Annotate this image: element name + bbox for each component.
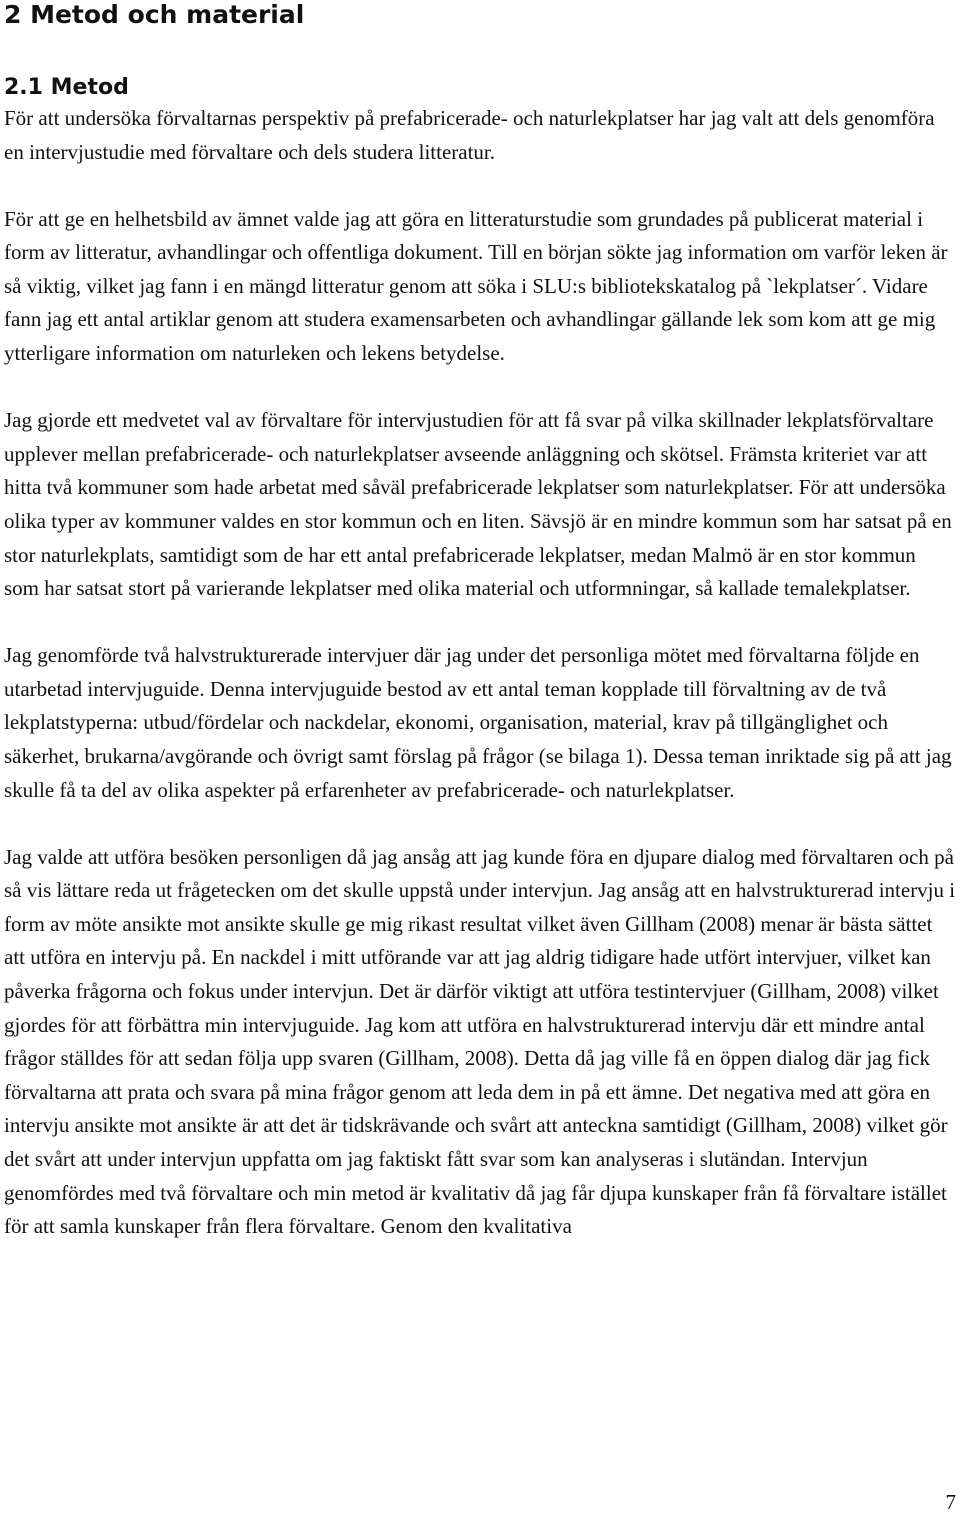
paragraph-2: För att ge en helhetsbild av ämnet valde jag att göra en litteraturstudie som grundades på publicerat material i form av litteratur, avhandlingar och offentliga dokument. Till en början sökte jag information om varför leken är så viktig, vilket jag fann i en mängd litteratur genom att söka i SLU:s bibliotekskatalog på `lekplatser´. Vidare fann jag ett antal artiklar genom att studera examensarbeten och avhandlingar gällande lek som kom att ge mig ytterligare information om naturleken och lekens betydelse.	[4, 206, 948, 366]
paragraph-5: Jag valde att utföra besöken personligen då jag ansåg att jag kunde föra en djupare dialog med förvaltaren och på så vis lättare reda ut frågetecken om det skulle uppstå under intervjun. Jag ansåg att en halvstrukturerad intervju i form av möte ansikte mot ansikte skulle ge mig rikast resultat vilket även Gillham (2008) menar är bästa sättet att utföra en intervju på. En nackdel i mitt utförande var att jag aldrig tidigare hade utfört intervjuer, vilket kan påverka frågorna och fokus under intervjun. Det är därför viktigt att utföra testintervjuer (Gillham, 2008) vilket gjordes för att förbättra min intervjuguide. Jag kom att utföra en halvstrukturerad intervju där ett mindre antal frågor ställdes för att sedan följa upp svaren (Gillham, 2008). Detta då jag ville få en öppen dialog där jag fick förvaltarna att prata och svara på mina frågor genom att leda dem in på ett ämne. Det negativa med att göra en intervju ansikte mot ansikte är att det är tidskrävande och svårt att anteckna samtidigt (Gillham, 2008) vilket gör det svårt att under intervjun uppfatta om jag faktiskt fått svar som kan analyseras i slutändan. Intervjun genomfördes med två förvaltare och min metod är kvalitativ då jag får djupa kunskaper från få förvaltare istället för att samla kunskaper från flera förvaltare. Genom den kvalitativa	[4, 844, 956, 1239]
document-page	[4, 0, 956, 1244]
paragraph-1: För att undersöka förvaltarnas perspektiv på prefabricerade- och naturlekplatser har jag valt att dels genomföra en intervjustudie med förvaltare och dels studera litteratur.	[4, 106, 935, 164]
paragraph-3: Jag gjorde ett medvetet val av förvaltare för intervjustudien för att få svar på vilka skillnader lekplatsförvaltare upplever mellan prefabricerade- och naturlekplatser avseende anläggning och skötsel. Främsta kriteriet var att hitta två kommuner som hade arbetat med såväl prefabricerade lekplatser som naturlekplatser. För att undersöka olika typer av kommuner valdes en stor kommun och en liten. Sävsjö är en mindre kommun som har satsat på en stor naturlekplats, samtidigt som de har ett antal prefabricerade lekplatser, medan Malmö är en stor kommun som har satsat stort på varierande lekplatser med olika material och utformningar, så kallade temalekplatser.	[4, 408, 952, 601]
paragraph-4: Jag genomförde två halvstrukturerade intervjuer där jag under det personliga mötet med förvaltarna följde en utarbetad intervjuguide. Denna intervjuguide bestod av ett antal teman kopplade till förvaltning av de två lekplatstyperna: utbud/fördelar och nackdelar, ekonomi, organisation, material, krav på tillgänglighet och säkerhet, brukarna/avgörande och övrigt samt förslag på frågor (se bilaga 1). Dessa teman inriktade sig på att jag skulle få ta del av olika aspekter på erfarenheter av prefabricerade- och naturlekplatser.	[4, 643, 952, 802]
section-heading: 2.1 Metod	[4, 75, 129, 100]
page-number: 7	[945, 1490, 956, 1514]
chapter-heading: 2 Metod och material	[4, 0, 305, 29]
